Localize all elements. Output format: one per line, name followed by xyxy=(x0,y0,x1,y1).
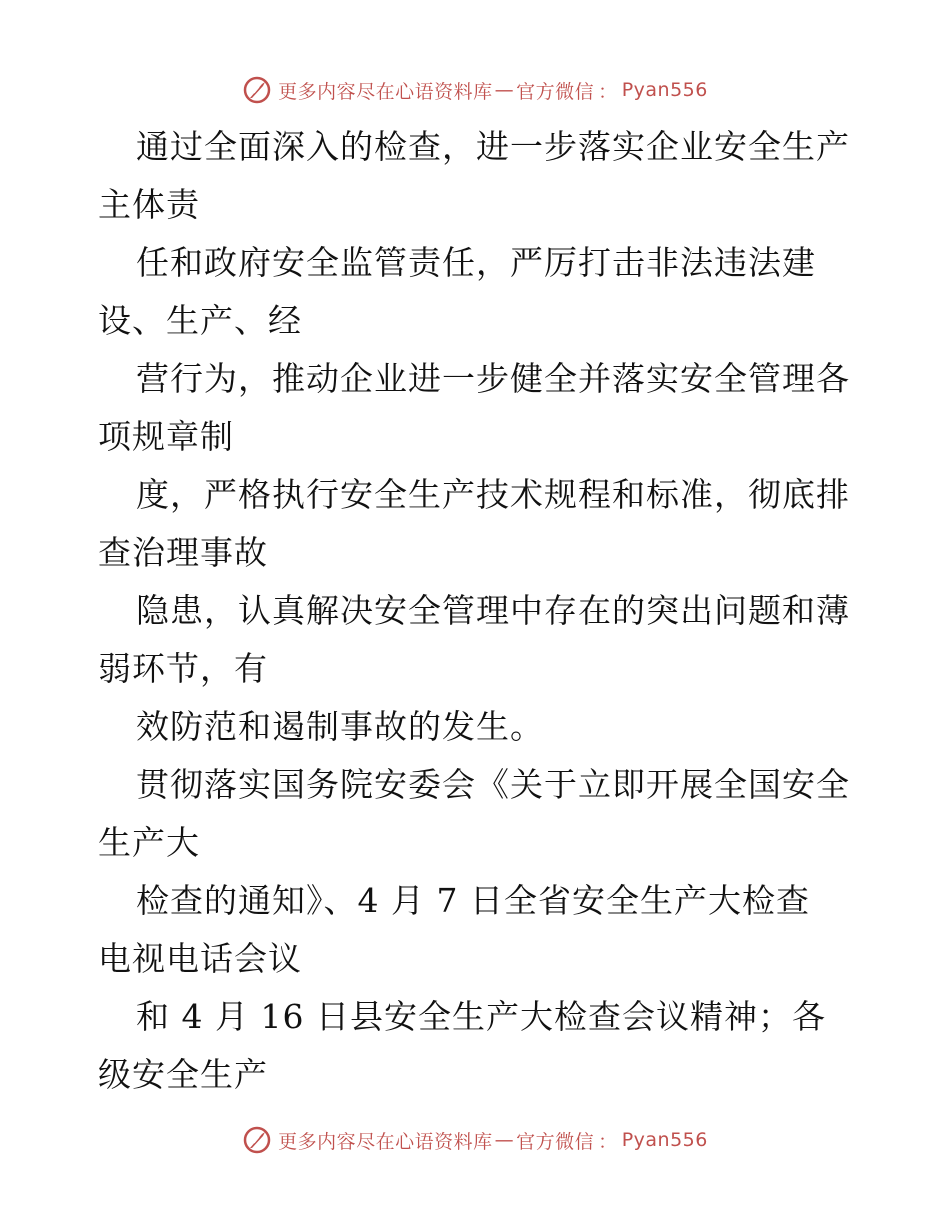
text-line: 隐患，认真解决安全管理中存在的突出问题和薄 xyxy=(136,591,850,630)
text-line: 设、生产、经 xyxy=(98,301,302,340)
watermark-text: 更多内容尽在心语资料库 xyxy=(278,80,493,103)
text-line: 贯彻落实国务院安委会《关于立即开展全国安全 xyxy=(136,765,850,804)
watermark-text: 更多内容尽在心语资料库 xyxy=(278,1130,493,1153)
text-line: 任和政府安全监管责任，严厉打击非法违法建 xyxy=(136,243,816,282)
watermark-label: 官方微信 xyxy=(516,80,595,103)
text-line: 通过全面深入的检查，进一步落实企业安全生产 xyxy=(136,127,850,166)
text-line: 和 4 月 16 日县安全生产大检查会议精神；各 xyxy=(136,997,826,1036)
header-watermark xyxy=(0,70,950,110)
text-line: 度，严格执行安全生产技术规程和标准，彻底排 xyxy=(136,475,850,514)
watermark-dash: — xyxy=(494,1129,515,1151)
text-line: 项规章制 xyxy=(98,417,234,456)
quill-pen-circle-icon xyxy=(242,75,272,105)
text-line: 主体责 xyxy=(98,185,200,224)
text-line: 营行为，推动企业进一步健全并落实安全管理各 xyxy=(136,359,850,398)
watermark-account: Pyan556 xyxy=(621,1129,708,1151)
text-line: 查治理事故 xyxy=(98,533,268,572)
text-line: 生产大 xyxy=(98,823,200,862)
text-line: 弱环节，有 xyxy=(98,649,268,688)
watermark-separator: ： xyxy=(598,1130,618,1153)
footer-watermark xyxy=(0,1120,950,1160)
watermark-account: Pyan556 xyxy=(621,79,708,101)
document-body xyxy=(98,118,868,1104)
watermark-label: 官方微信 xyxy=(516,1130,595,1153)
text-line: 电视电话会议 xyxy=(98,939,302,978)
quill-pen-circle-icon xyxy=(242,1125,272,1155)
text-line: 检查的通知》、4 月 7 日全省安全生产大检查 xyxy=(136,881,810,920)
text-line: 效防范和遏制事故的发生。 xyxy=(136,707,544,746)
watermark-separator: ： xyxy=(598,80,618,103)
watermark-dash: — xyxy=(494,79,515,101)
text-line: 级安全生产 xyxy=(98,1055,268,1094)
